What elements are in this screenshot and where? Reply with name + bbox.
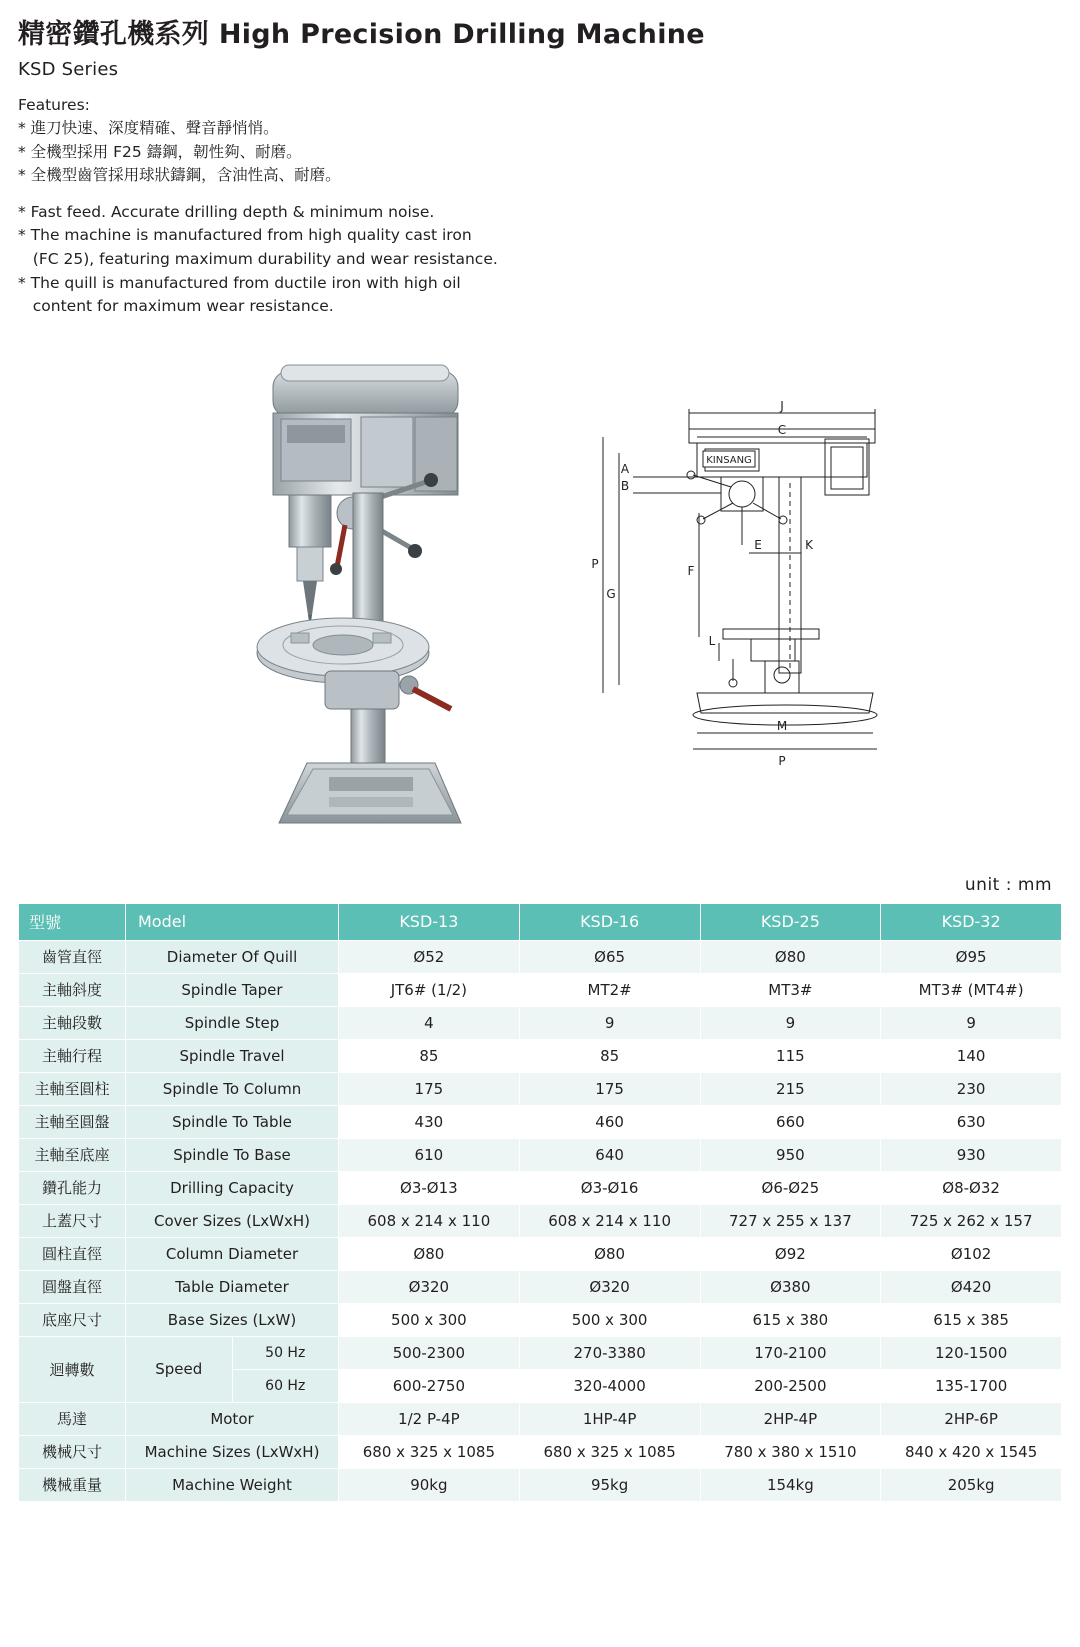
cell: 615 x 380 bbox=[700, 1303, 881, 1336]
cell: 930 bbox=[881, 1138, 1062, 1171]
row-label-cn: 主軸至圓盤 bbox=[19, 1105, 126, 1138]
cell: 680 x 325 x 1085 bbox=[519, 1435, 700, 1468]
cell: Ø6-Ø25 bbox=[700, 1171, 881, 1204]
cell: 1/2 P-4P bbox=[339, 1402, 520, 1435]
row-label-cn: 主軸至圓柱 bbox=[19, 1072, 126, 1105]
feature-en-2: * The machine is manufactured from high quality cast iron bbox=[18, 226, 472, 245]
features-block bbox=[18, 94, 1062, 319]
table-row bbox=[19, 1402, 1062, 1435]
brand-plate-text: KINSANG bbox=[706, 454, 752, 466]
cell: Ø102 bbox=[881, 1237, 1062, 1270]
table-header-row bbox=[19, 903, 1062, 940]
cell: 205kg bbox=[881, 1468, 1062, 1501]
cell: JT6# (1/2) bbox=[339, 973, 520, 1006]
feature-en-3: (FC 25), featuring maximum durability and wear resistance. bbox=[18, 250, 498, 269]
page-title bbox=[18, 18, 1062, 52]
cell: 9 bbox=[519, 1006, 700, 1039]
page-title-en: High Precision Drilling Machine bbox=[218, 19, 705, 50]
row-label-en: Machine Weight bbox=[126, 1468, 339, 1501]
row-label-cn: 主軸段數 bbox=[19, 1006, 126, 1039]
cell: Ø80 bbox=[519, 1237, 700, 1270]
cell: 725 x 262 x 157 bbox=[881, 1204, 1062, 1237]
row-label-en: Spindle To Base bbox=[126, 1138, 339, 1171]
table-row bbox=[19, 1006, 1062, 1039]
cell: 608 x 214 x 110 bbox=[339, 1204, 520, 1237]
row-label-en: Cover Sizes (LxWxH) bbox=[126, 1204, 339, 1237]
row-label-cn: 齒管直徑 bbox=[19, 940, 126, 973]
row-label-cn: 機械尺寸 bbox=[19, 1435, 126, 1468]
cell: 154kg bbox=[700, 1468, 881, 1501]
cell: 680 x 325 x 1085 bbox=[339, 1435, 520, 1468]
row-label-en: Column Diameter bbox=[126, 1237, 339, 1270]
cell: 727 x 255 x 137 bbox=[700, 1204, 881, 1237]
table-row bbox=[19, 1270, 1062, 1303]
row-label-en: Table Diameter bbox=[126, 1270, 339, 1303]
cell: 115 bbox=[700, 1039, 881, 1072]
header-label-cn: 型號 bbox=[19, 903, 126, 940]
cell: 200-2500 bbox=[700, 1369, 881, 1402]
dim-label-c: C bbox=[777, 422, 787, 437]
row-label-cn: 主軸至底座 bbox=[19, 1138, 126, 1171]
cell: Ø95 bbox=[881, 940, 1062, 973]
unit-note: unit : mm bbox=[964, 874, 1052, 895]
cell: 4 bbox=[339, 1006, 520, 1039]
cell: 500 x 300 bbox=[519, 1303, 700, 1336]
table-row bbox=[19, 1039, 1062, 1072]
cell: 660 bbox=[700, 1105, 881, 1138]
cell: 215 bbox=[700, 1072, 881, 1105]
feature-cn-1: * 進刀快速、深度精確、聲音靜悄悄。 bbox=[18, 119, 279, 138]
table-row bbox=[19, 1171, 1062, 1204]
illustration-area bbox=[18, 333, 1062, 893]
cell: Ø92 bbox=[700, 1237, 881, 1270]
row-label-en: Motor bbox=[126, 1402, 339, 1435]
cell: 135-1700 bbox=[881, 1369, 1062, 1402]
row-label-cn: 主軸斜度 bbox=[19, 973, 126, 1006]
table-row bbox=[19, 1468, 1062, 1501]
table-row bbox=[19, 1072, 1062, 1105]
cell: 615 x 385 bbox=[881, 1303, 1062, 1336]
features-label: Features: bbox=[18, 95, 90, 114]
cell: 460 bbox=[519, 1105, 700, 1138]
row-label-en: Base Sizes (LxW) bbox=[126, 1303, 339, 1336]
cell: 270-3380 bbox=[519, 1336, 700, 1369]
dim-label-e: E bbox=[754, 537, 762, 552]
cell: 120-1500 bbox=[881, 1336, 1062, 1369]
header-model-3: KSD-25 bbox=[700, 903, 881, 940]
cell: Ø52 bbox=[339, 940, 520, 973]
row-label-en: Spindle Step bbox=[126, 1006, 339, 1039]
row-label-cn: 馬達 bbox=[19, 1402, 126, 1435]
row-label-en: Spindle To Table bbox=[126, 1105, 339, 1138]
row-label-cn: 底座尺寸 bbox=[19, 1303, 126, 1336]
cell: 140 bbox=[881, 1039, 1062, 1072]
cell: MT2# bbox=[519, 973, 700, 1006]
spec-table-wrap bbox=[18, 903, 1062, 1502]
cell: 2HP-6P bbox=[881, 1402, 1062, 1435]
cell: 780 x 380 x 1510 bbox=[700, 1435, 881, 1468]
row-label-cn: 圓盤直徑 bbox=[19, 1270, 126, 1303]
cell: Ø420 bbox=[881, 1270, 1062, 1303]
table-row bbox=[19, 973, 1062, 1006]
dim-label-p-left: P bbox=[591, 556, 599, 571]
series-subtitle: KSD Series bbox=[18, 58, 119, 80]
dim-label-m: M bbox=[776, 718, 788, 733]
row-label-cn: 主軸行程 bbox=[19, 1039, 126, 1072]
row-label-cn-speed: 迴轉數 bbox=[19, 1336, 126, 1402]
dim-label-p-bottom: P bbox=[778, 753, 786, 768]
table-row bbox=[19, 1138, 1062, 1171]
cell: 9 bbox=[881, 1006, 1062, 1039]
row-label-en: Diameter Of Quill bbox=[126, 940, 339, 973]
speed-frequency-label: 60 Hz bbox=[232, 1369, 339, 1402]
page-title-cn: 精密鑽孔機系列 bbox=[18, 19, 210, 50]
dim-label-j: J bbox=[780, 398, 784, 413]
row-label-cn: 鑽孔能力 bbox=[19, 1171, 126, 1204]
dim-label-k: K bbox=[805, 537, 813, 552]
header-model-2: KSD-16 bbox=[519, 903, 700, 940]
cell: Ø80 bbox=[700, 940, 881, 973]
drilling-machine-photo bbox=[233, 353, 553, 843]
cell: 175 bbox=[519, 1072, 700, 1105]
cell: 840 x 420 x 1545 bbox=[881, 1435, 1062, 1468]
table-row bbox=[19, 940, 1062, 973]
specification-table bbox=[18, 903, 1062, 1502]
cell: MT3# (MT4#) bbox=[881, 973, 1062, 1006]
dimension-drawing bbox=[573, 393, 1013, 783]
cell: 85 bbox=[339, 1039, 520, 1072]
table-row bbox=[19, 1303, 1062, 1336]
feature-en-4: * The quill is manufactured from ductile iron with high oil bbox=[18, 273, 461, 292]
cell: Ø3-Ø16 bbox=[519, 1171, 700, 1204]
cell: 230 bbox=[881, 1072, 1062, 1105]
cell: 320-4000 bbox=[519, 1369, 700, 1402]
table-row-speed-50hz bbox=[19, 1336, 1062, 1369]
dim-label-l: L bbox=[708, 633, 716, 648]
cell: Ø80 bbox=[339, 1237, 520, 1270]
cell: 9 bbox=[700, 1006, 881, 1039]
cell: 90kg bbox=[339, 1468, 520, 1501]
dim-label-a: A bbox=[620, 461, 630, 476]
cell: 430 bbox=[339, 1105, 520, 1138]
cell: 500-2300 bbox=[339, 1336, 520, 1369]
cell: 600-2750 bbox=[339, 1369, 520, 1402]
cell: 85 bbox=[519, 1039, 700, 1072]
table-row bbox=[19, 1204, 1062, 1237]
cell: 2HP-4P bbox=[700, 1402, 881, 1435]
cell: 630 bbox=[881, 1105, 1062, 1138]
row-label-en: Drilling Capacity bbox=[126, 1171, 339, 1204]
header-label-en: Model bbox=[126, 903, 339, 940]
cell: Ø3-Ø13 bbox=[339, 1171, 520, 1204]
row-label-en-speed: Speed bbox=[126, 1336, 233, 1402]
row-label-cn: 機械重量 bbox=[19, 1468, 126, 1501]
cell: 1HP-4P bbox=[519, 1402, 700, 1435]
cell: MT3# bbox=[700, 973, 881, 1006]
cell: 500 x 300 bbox=[339, 1303, 520, 1336]
row-label-en: Spindle Taper bbox=[126, 973, 339, 1006]
cell: 640 bbox=[519, 1138, 700, 1171]
feature-cn-2: * 全機型採用 F25 鑄鋼，韌性夠、耐磨。 bbox=[18, 142, 302, 161]
row-label-en: Spindle Travel bbox=[126, 1039, 339, 1072]
table-row bbox=[19, 1237, 1062, 1270]
row-label-cn: 上蓋尺寸 bbox=[19, 1204, 126, 1237]
catalog-page bbox=[0, 18, 1080, 1647]
cell: Ø65 bbox=[519, 940, 700, 973]
dim-label-g: G bbox=[606, 586, 616, 601]
dim-label-b: B bbox=[620, 478, 630, 493]
cell: Ø320 bbox=[339, 1270, 520, 1303]
row-label-cn: 圓柱直徑 bbox=[19, 1237, 126, 1270]
header-model-1: KSD-13 bbox=[339, 903, 520, 940]
cell: Ø8-Ø32 bbox=[881, 1171, 1062, 1204]
header-model-4: KSD-32 bbox=[881, 903, 1062, 940]
feature-en-1: * Fast feed. Accurate drilling depth & minimum noise. bbox=[18, 202, 435, 221]
cell: 170-2100 bbox=[700, 1336, 881, 1369]
cell: 175 bbox=[339, 1072, 520, 1105]
speed-frequency-label: 50 Hz bbox=[232, 1336, 339, 1369]
table-row bbox=[19, 1105, 1062, 1138]
cell: Ø380 bbox=[700, 1270, 881, 1303]
features-spacer bbox=[18, 188, 1062, 201]
feature-cn-3: * 全機型齒管採用球狀鑄鋼，含油性高、耐磨。 bbox=[18, 166, 341, 185]
row-label-en: Machine Sizes (LxWxH) bbox=[126, 1435, 339, 1468]
dim-label-f: F bbox=[687, 563, 695, 578]
cell: 95kg bbox=[519, 1468, 700, 1501]
cell: 610 bbox=[339, 1138, 520, 1171]
table-row bbox=[19, 1435, 1062, 1468]
row-label-en: Spindle To Column bbox=[126, 1072, 339, 1105]
feature-en-5: content for maximum wear resistance. bbox=[18, 297, 334, 316]
cell: Ø320 bbox=[519, 1270, 700, 1303]
cell: 608 x 214 x 110 bbox=[519, 1204, 700, 1237]
cell: 950 bbox=[700, 1138, 881, 1171]
